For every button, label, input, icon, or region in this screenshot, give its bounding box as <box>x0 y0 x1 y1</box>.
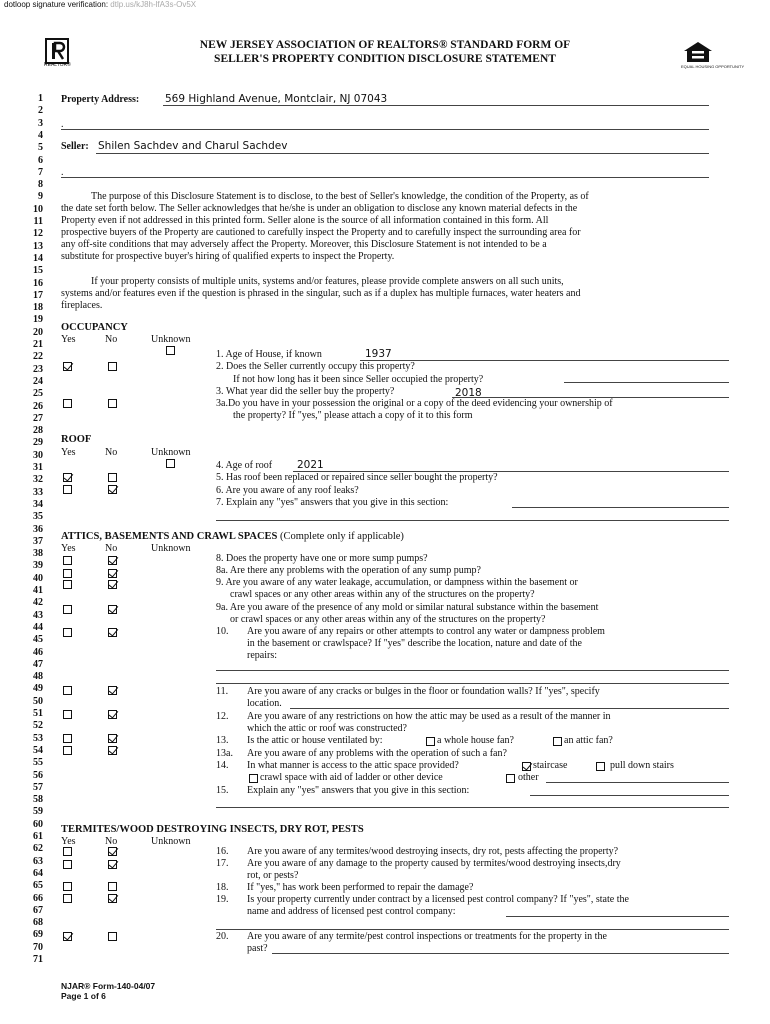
q9-no-checkbox[interactable] <box>108 580 117 589</box>
line-number: 59 <box>33 806 43 818</box>
q4-text: 4. Age of roof <box>216 460 273 471</box>
line-number: 24 <box>33 375 43 387</box>
col-yes: Yes <box>61 836 76 847</box>
line-number: 17 <box>33 289 43 301</box>
seller-continue-dot: . <box>61 167 64 178</box>
intro-p2-line3: fireplaces. <box>61 300 103 311</box>
q2-text: 2. Does the Seller currently occupy this property? <box>216 361 415 372</box>
form-title-line2: SELLER'S PROPERTY CONDITION DISCLOSURE STATEMENT <box>214 53 556 65</box>
line-number: 68 <box>33 917 43 929</box>
line-number: 10 <box>33 203 43 215</box>
line-number: 14 <box>33 252 43 264</box>
q17-text: Are you aware of any damage to the property caused by termites/wood destroying insects,dry <box>247 858 621 869</box>
line-number: 36 <box>33 523 43 535</box>
q14-pull-down-stairs-checkbox[interactable] <box>596 762 605 771</box>
q6-no-checkbox[interactable] <box>108 485 117 494</box>
q3-answer[interactable]: 2018 <box>455 387 482 399</box>
line-number: 47 <box>33 658 43 670</box>
intro-p1-line5: any off-site conditions that may adversely affect the Property. Moreover, this Disclosure Statement is not intended to be a <box>61 239 547 250</box>
q6-yes-checkbox[interactable] <box>63 485 72 494</box>
q2b-text: If not how long has it been since Seller occupied the property? <box>233 374 484 385</box>
col-yes: Yes <box>61 543 76 554</box>
q20-answer-line[interactable] <box>272 953 729 954</box>
address-continue-dot: . <box>61 119 64 130</box>
line-number: 41 <box>33 585 43 596</box>
line-number: 67 <box>33 904 43 916</box>
signature-verification <box>4 0 196 10</box>
q7-text: 7. Explain any "yes" answers that you give in this section: <box>216 497 449 508</box>
q10-no-checkbox[interactable] <box>108 628 117 637</box>
q8-text: 8. Does the property have one or more sump pumps? <box>216 553 428 564</box>
col-unknown: Unknown <box>151 447 191 458</box>
line-number: 13 <box>33 240 43 252</box>
q16-text: Are you aware of any termites/wood destroying insects, dry rot, pests affecting the property? <box>247 846 619 857</box>
col-yes: Yes <box>61 447 76 458</box>
q14-option-crawl-space: crawl space with aid of ladder or other device <box>260 772 443 783</box>
q2b-answer-line[interactable] <box>564 382 729 383</box>
q2-yes-checkbox[interactable] <box>63 362 72 371</box>
q13-yes-checkbox[interactable] <box>63 734 72 743</box>
line-number: 65 <box>33 880 43 892</box>
q3a-no-checkbox[interactable] <box>108 399 117 408</box>
line-number: 53 <box>33 732 43 744</box>
seller-value[interactable]: Shilen Sachdev and Charul Sachdev <box>98 140 288 152</box>
line-number: 55 <box>33 757 43 769</box>
col-yes: Yes <box>61 334 76 345</box>
q9-yes-checkbox[interactable] <box>63 580 72 589</box>
q13-option-attic-fan: an attic fan? <box>564 735 613 746</box>
line-number: 52 <box>33 720 43 732</box>
property-address-value[interactable]: 569 Highland Avenue, Montclair, NJ 07043 <box>165 93 388 105</box>
q13a-yes-checkbox[interactable] <box>63 746 72 755</box>
footer-form-id: NJAR® Form-140-04/07 <box>61 981 156 991</box>
line-number: 26 <box>33 400 43 412</box>
q14-text: In what manner is access to the attic space provided? <box>247 760 459 771</box>
line-number: 34 <box>33 498 43 510</box>
q14-other-checkbox[interactable] <box>506 774 515 783</box>
intro-p1-line3: Property even if not addressed in this printed form. Seller alone is the source of all information contained in this form. All <box>61 215 549 226</box>
q1-answer-line <box>360 360 729 361</box>
col-no: No <box>105 836 118 847</box>
line-number: 3 <box>38 117 43 129</box>
q6-text: 6. Are you aware of any roof leaks? <box>216 485 359 496</box>
line-number: 21 <box>33 339 43 350</box>
q14-crawl-space-checkbox[interactable] <box>249 774 258 783</box>
q9a-yes-checkbox[interactable] <box>63 605 72 614</box>
q14-option-other: other <box>518 772 539 783</box>
line-number: 12 <box>33 228 43 240</box>
col-unknown: Unknown <box>151 836 191 847</box>
line-number: 2 <box>38 105 43 117</box>
q3a-text: 3a.Do you have in your possession the original or a copy of the deed evidencing your ownership of <box>216 398 613 409</box>
attics-title-text: ATTICS, BASEMENTS AND CRAWL SPACES <box>61 531 278 542</box>
line-number: 57 <box>33 781 43 793</box>
q9-text-2: crawl spaces or any other areas within any of the structures on the property? <box>230 589 535 600</box>
q17-no-checkbox[interactable] <box>108 860 117 869</box>
line-number: 28 <box>33 425 43 437</box>
q5-text: 5. Has roof been replaced or repaired since seller bought the property? <box>216 472 498 483</box>
q9a-text-2: or crawl spaces or any other areas within any of the structures on the property? <box>230 614 546 625</box>
q16-no-checkbox[interactable] <box>108 847 117 856</box>
q15-number: 15. <box>216 785 229 796</box>
line-number: 44 <box>33 621 43 633</box>
col-no: No <box>105 334 118 345</box>
property-address-label: Property Address: <box>61 94 140 105</box>
q12-no-checkbox[interactable] <box>108 710 117 719</box>
section-attics-title <box>61 531 404 543</box>
q8a-yes-checkbox[interactable] <box>63 569 72 578</box>
q13-no-checkbox[interactable] <box>108 734 117 743</box>
line-number: 19 <box>33 314 43 326</box>
q18-text: If "yes," has work been performed to repair the damage? <box>247 882 474 893</box>
q8a-text: 8a. Are there any problems with the operation of any sump pump? <box>216 565 481 576</box>
line-number: 46 <box>33 646 43 658</box>
line-number: 43 <box>33 609 43 621</box>
line-number: 66 <box>33 892 43 904</box>
q19-yes-checkbox[interactable] <box>63 894 72 903</box>
line-number: 1 <box>38 93 43 104</box>
q20-no-checkbox[interactable] <box>108 932 117 941</box>
q10-yes-checkbox[interactable] <box>63 628 72 637</box>
q11-number: 11. <box>216 686 229 697</box>
attics-title-note: (Complete only if applicable) <box>280 531 404 542</box>
q1-answer[interactable]: 1937 <box>365 348 392 360</box>
intro-p2-line2: systems and/or features even if the question is phrased in the singular, such as if a duplex has multiple furnaces, water heaters and <box>61 288 581 299</box>
q10-text-3: repairs: <box>247 650 277 661</box>
line-number: 54 <box>33 744 43 756</box>
q7-answer-line-2[interactable] <box>216 520 729 521</box>
q19-no-checkbox[interactable] <box>108 894 117 903</box>
q3-text: 3. What year did the seller buy the property? <box>216 386 395 397</box>
line-number: 58 <box>33 794 43 806</box>
q13-whole-house-fan-checkbox[interactable] <box>426 737 435 746</box>
q10-text-2: in the basement or crawlspace? If "yes" describe the location, nature and date of the <box>247 638 582 649</box>
q14-option-staircase: staircase <box>533 760 568 771</box>
line-number: 60 <box>33 818 43 830</box>
line-number: 5 <box>38 142 43 154</box>
intro-p2-line1: If your property consists of multiple units, systems and/or features, please provide complete answers on all such units, <box>91 276 564 287</box>
line-number: 70 <box>33 941 43 953</box>
form-title-line1: NEW JERSEY ASSOCIATION OF REALTORS® STANDARD FORM OF <box>199 39 571 51</box>
line-number: 40 <box>33 572 43 584</box>
line-number: 16 <box>33 277 43 289</box>
q2-no-checkbox[interactable] <box>108 362 117 371</box>
q15-text: Explain any "yes" answers that you give in this section: <box>247 785 470 796</box>
seller-label: Seller: <box>61 141 89 152</box>
q20-yes-checkbox[interactable] <box>63 932 72 941</box>
line-number: 45 <box>33 634 43 646</box>
eho-caption: EQUAL HOUSING OPPORTUNITY <box>681 64 745 69</box>
line-number: 31 <box>33 462 43 473</box>
line-number: 62 <box>33 843 43 855</box>
col-unknown: Unknown <box>151 543 191 554</box>
q12-number: 12. <box>216 711 229 722</box>
q1-text: 1. Age of House, if known <box>216 349 322 360</box>
q8a-no-checkbox[interactable] <box>108 569 117 578</box>
q13a-text: Are you aware of any problems with the operation of such a fan? <box>247 748 507 759</box>
line-number: 71 <box>33 954 43 965</box>
line-number: 20 <box>33 326 43 338</box>
intro-p1-line2: the date set forth below. The Seller acknowledges that he/she is under an obligation to disclose any known material defects in the <box>61 203 578 214</box>
q19-number: 19. <box>216 894 229 905</box>
q19-answer-line-1[interactable] <box>506 916 729 917</box>
q20-number: 20. <box>216 931 229 942</box>
line-number: 42 <box>33 597 43 609</box>
seller-line-2[interactable] <box>61 177 709 178</box>
line-number: 51 <box>33 708 43 719</box>
line-number: 69 <box>33 929 43 941</box>
q9a-no-checkbox[interactable] <box>108 605 117 614</box>
q19-answer-line-2[interactable] <box>216 929 729 930</box>
line-number: 56 <box>33 769 43 781</box>
line-number: 25 <box>33 388 43 400</box>
line-number: 64 <box>33 867 43 879</box>
q14-other-line[interactable] <box>546 782 729 783</box>
q3a-text-2: the property? If "yes," please attach a copy of it to this form <box>233 410 473 421</box>
line-number: 27 <box>33 412 43 424</box>
q12-yes-checkbox[interactable] <box>63 710 72 719</box>
q9-text: 9. Are you aware of any water leakage, accumulation, or dampness within the basement or <box>216 577 578 588</box>
q15-answer-line-2[interactable] <box>216 807 729 808</box>
line-number: 30 <box>33 449 43 461</box>
q20-text: Are you aware of any termite/pest control inspections or treatments for the property in the <box>247 931 607 942</box>
line-number: 37 <box>33 535 43 547</box>
q16-number: 16. <box>216 846 229 857</box>
q13-text: Is the attic or house ventilated by: <box>247 735 383 746</box>
footer-page-number: Page 1 of 6 <box>61 991 106 1001</box>
seller-line <box>96 153 709 154</box>
q9a-text: 9a. Are you aware of the presence of any mold or similar natural substance within the basement <box>216 602 599 613</box>
section-termites-title: TERMITES/WOOD DESTROYING INSECTS, DRY ROT, PESTS <box>61 824 364 835</box>
q1-unknown-checkbox[interactable] <box>166 346 175 355</box>
q14-staircase-checkbox[interactable] <box>522 762 531 771</box>
q18-yes-checkbox[interactable] <box>63 882 72 891</box>
q11-answer-line[interactable] <box>290 708 729 709</box>
line-number: 6 <box>38 154 43 166</box>
q17-yes-checkbox[interactable] <box>63 860 72 869</box>
line-number: 39 <box>33 560 43 572</box>
line-number: 38 <box>33 548 43 560</box>
q13a-no-checkbox[interactable] <box>108 746 117 755</box>
q11-text: Are you aware of any cracks or bulges in the floor or foundation walls? If "yes", specify <box>247 686 600 697</box>
q19-text: Is your property currently under contract by a licensed pest control company? If "yes", state the <box>247 894 629 905</box>
q10-number: 10. <box>216 626 229 637</box>
q5-yes-checkbox[interactable] <box>63 473 72 482</box>
q18-no-checkbox[interactable] <box>108 882 117 891</box>
line-number: 29 <box>33 437 43 449</box>
q5-no-checkbox[interactable] <box>108 473 117 482</box>
line-number: 33 <box>33 486 43 498</box>
line-number: 8 <box>38 179 43 191</box>
q8-no-checkbox[interactable] <box>108 556 117 565</box>
q17-number: 17. <box>216 858 229 869</box>
line-number: 18 <box>33 302 43 314</box>
col-unknown: Unknown <box>151 334 191 345</box>
q3a-yes-checkbox[interactable] <box>63 399 72 408</box>
q8-yes-checkbox[interactable] <box>63 556 72 565</box>
q12-text-2: which the attic or roof was constructed? <box>247 723 407 734</box>
q14-option-pull-down-stairs: pull down stairs <box>610 760 674 771</box>
line-number: 11 <box>33 216 43 227</box>
q19-text-2: name and address of licensed pest control company: <box>247 906 456 917</box>
q4-answer[interactable]: 2021 <box>297 459 324 471</box>
q13-number: 13. <box>216 735 229 746</box>
line-number: 32 <box>33 474 43 486</box>
line-number: 4 <box>38 129 43 141</box>
line-number: 35 <box>33 511 43 523</box>
q13a-number: 13a. <box>216 748 233 759</box>
property-address-line <box>163 105 709 106</box>
intro-p1-line6: substitute for prospective buyer's hiring of qualified experts to inspect the Property. <box>61 251 395 262</box>
intro-p1-line1: The purpose of this Disclosure Statement is to disclose, to the best of Seller's knowledge, the condition of the Property, as of <box>91 191 589 202</box>
line-number: 63 <box>33 855 43 867</box>
q14-number: 14. <box>216 760 229 771</box>
q15-answer-line-1[interactable] <box>530 795 729 796</box>
q17-text-2: rot, or pests? <box>247 870 299 881</box>
line-number: 48 <box>33 671 43 683</box>
q18-number: 18. <box>216 882 229 893</box>
line-number: 22 <box>33 351 43 363</box>
q10-text: Are you aware of any repairs or other attempts to control any water or dampness problem <box>247 626 605 637</box>
line-number: 50 <box>33 695 43 707</box>
verification-label: dotloop signature verification: <box>4 0 109 9</box>
col-no: No <box>105 447 118 458</box>
q11-yes-checkbox[interactable] <box>63 686 72 695</box>
q11-no-checkbox[interactable] <box>108 686 117 695</box>
q12-text: Are you aware of any restrictions on how the attic may be used as a result of the manner in <box>247 711 611 722</box>
line-number: 49 <box>33 683 43 695</box>
q13-attic-fan-checkbox[interactable] <box>553 737 562 746</box>
line-number: 9 <box>38 191 43 203</box>
col-no: No <box>105 543 118 554</box>
q20-text-2: past? <box>247 943 268 954</box>
q11-text-2: location. <box>247 698 282 709</box>
line-number: 61 <box>33 831 43 842</box>
section-occupancy-title: OCCUPANCY <box>61 322 128 333</box>
q10-answer-line-2[interactable] <box>216 683 729 684</box>
q13-option-whole-house-fan: a whole house fan? <box>437 735 514 746</box>
line-number: 7 <box>38 166 43 178</box>
q4-unknown-checkbox[interactable] <box>166 459 175 468</box>
line-number: 15 <box>33 265 43 277</box>
realtor-caption: REALTOR® <box>44 62 71 68</box>
q16-yes-checkbox[interactable] <box>63 847 72 856</box>
verification-link[interactable]: dtlp.us/kJ8h-lfA3s-Ov5X <box>110 0 197 9</box>
address-line-2[interactable] <box>61 129 709 130</box>
section-roof-title: ROOF <box>61 434 92 445</box>
intro-p1-line4: prospective buyers of the Property are cautioned to carefully inspect the Property and to carefully inspect the surrounding area for <box>61 227 581 238</box>
q7-answer-line-1[interactable] <box>512 507 729 508</box>
line-number: 23 <box>33 363 43 375</box>
q10-answer-line-1[interactable] <box>216 670 729 671</box>
